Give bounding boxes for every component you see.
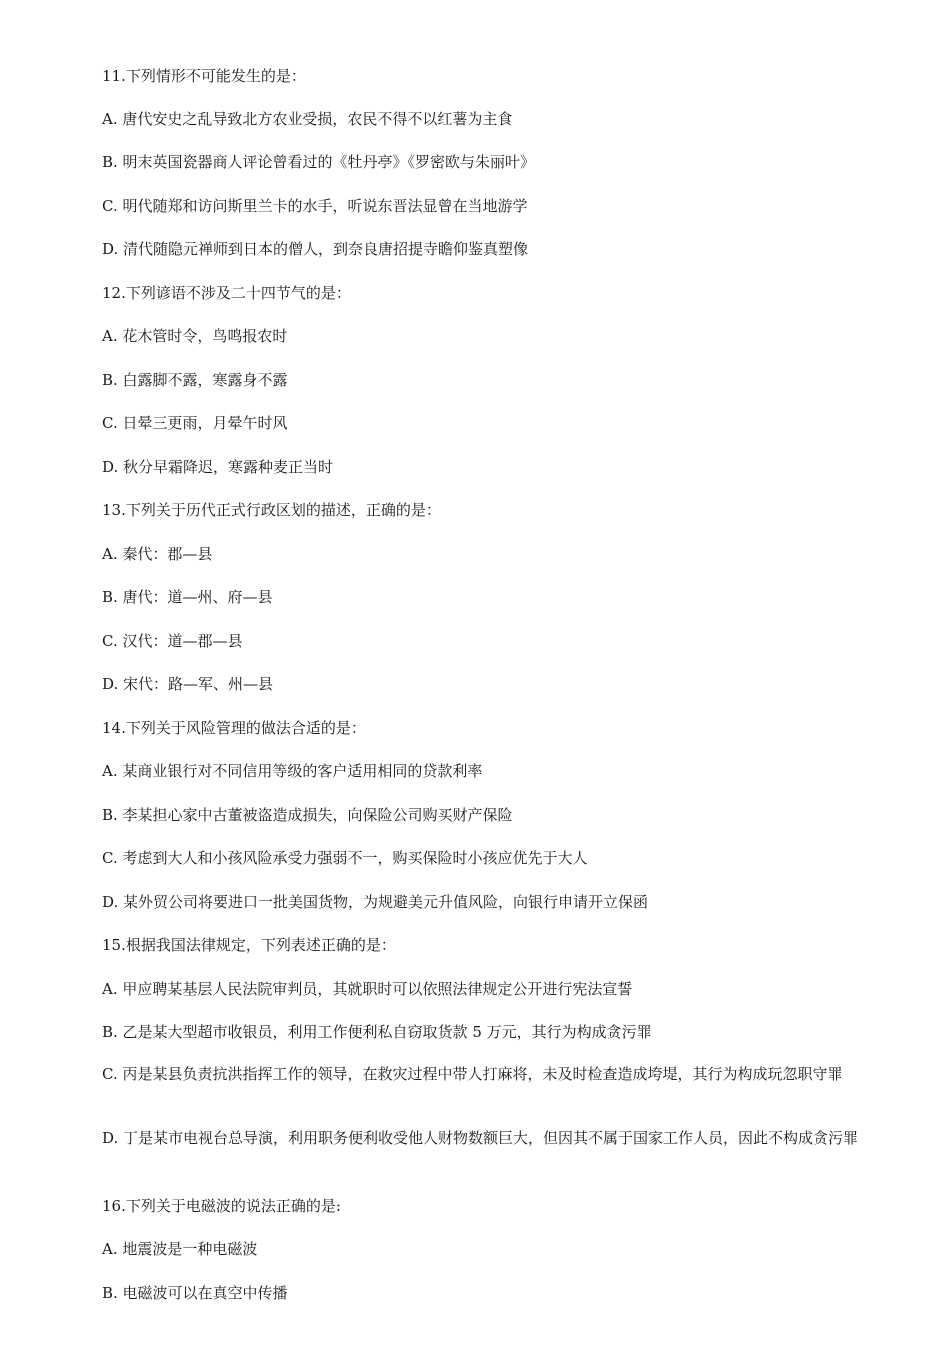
question-12-option-c: C. 日晕三更雨，月晕午时风: [102, 414, 288, 432]
question-11-option-b: B. 明末英国瓷器商人评论曾看过的《牡丹亭》《罗密欧与朱丽叶》: [102, 153, 536, 171]
question-12-stem: 12.下列谚语不涉及二十四节气的是：: [102, 284, 351, 302]
question-11-option-c: C. 明代随郑和访问斯里兰卡的水手，听说东晋法显曾在当地游学: [102, 197, 528, 215]
question-14-option-d: D. 某外贸公司将要进口一批美国货物，为规避美元升值风险，向银行申请开立保函: [102, 893, 649, 911]
question-15-stem: 15.根据我国法律规定，下列表述正确的是：: [102, 936, 396, 954]
question-11-option-d: D. 清代随隐元禅师到日本的僧人，到奈良唐招提寺瞻仰鉴真塑像: [102, 240, 529, 258]
question-14-option-a: A. 某商业银行对不同信用等级的客户适用相同的贷款利率: [102, 762, 483, 780]
question-13-option-d: D. 宋代：路—军、州—县: [102, 675, 274, 693]
question-12-option-a: A. 花木管时令，鸟鸣报农时: [102, 327, 288, 345]
question-15-option-b: B. 乙是某大型超市收银员，利用工作便利私自窃取货款 5 万元，其行为构成贪污罪: [102, 1023, 652, 1041]
question-13-option-c: C. 汉代：道—郡—县: [102, 632, 243, 650]
question-14-stem: 14.下列关于风险管理的做法合适的是：: [102, 719, 366, 737]
question-15-option-a: A. 甲应聘某基层人民法院审判员，其就职时可以依照法律规定公开进行宪法宣誓: [102, 980, 633, 998]
question-15-option-d: D. 丁是某市电视台总导演，利用职务便利收受他人财物数额巨大，但因其不属于国家工作人员，因此不构成贪污罪: [102, 1129, 859, 1147]
question-12-option-b: B. 白露脚不露，寒露身不露: [102, 371, 288, 389]
question-16-stem: 16.下列关于电磁波的说法正确的是:: [102, 1197, 341, 1215]
question-16-option-a: A. 地震波是一种电磁波: [102, 1240, 258, 1258]
question-13-stem: 13.下列关于历代正式行政区划的描述，正确的是：: [102, 501, 441, 519]
question-16-option-b: B. 电磁波可以在真空中传播: [102, 1284, 288, 1302]
question-15-option-c: C. 丙是某县负责抗洪指挥工作的领导，在救灾过程中带人打麻将，未及时检查造成垮堤，其行为构成玩忽职守罪: [102, 1065, 843, 1083]
question-13-option-a: A. 秦代：郡—县: [102, 545, 213, 563]
question-11-option-a: A. 唐代安史之乱导致北方农业受损，农民不得不以红薯为主食: [102, 110, 513, 128]
question-14-option-b: B. 李某担心家中古董被盗造成损失，向保险公司购买财产保险: [102, 806, 513, 824]
question-12-option-d: D. 秋分早霜降迟，寒露种麦正当时: [102, 458, 334, 476]
question-14-option-c: C. 考虑到大人和小孩风险承受力强弱不一，购买保险时小孩应优先于大人: [102, 849, 588, 867]
question-11-stem: 11.下列情形不可能发生的是：: [102, 67, 306, 85]
question-13-option-b: B. 唐代：道—州、府—县: [102, 588, 273, 606]
